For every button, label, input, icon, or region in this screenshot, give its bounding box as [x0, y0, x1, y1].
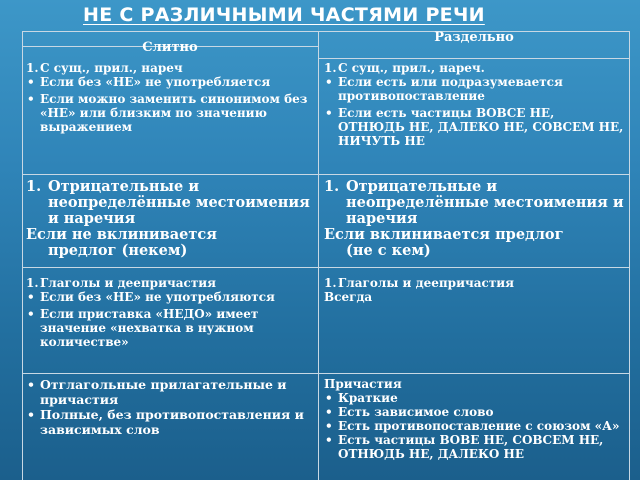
- bullet-icon: •: [27, 290, 35, 304]
- list-item-text: Если есть или подразумевается противопоставление: [338, 75, 563, 103]
- bullet-icon: •: [27, 377, 35, 392]
- list-item-text: Если без «НЕ» не употребляются: [40, 290, 275, 304]
- comparison-table: [22, 31, 630, 480]
- bullet-icon: •: [27, 75, 35, 89]
- table-column-divider: [318, 31, 319, 480]
- heading-text: Отрицательные и неопределённые местоимения и наречия: [346, 178, 624, 227]
- rule-text: Всегда: [324, 290, 373, 304]
- cell-heading: Причастия: [324, 377, 402, 391]
- list-item-text: Если можно заменить синонимом без «НЕ» или близким по значению выражением: [40, 92, 308, 134]
- list-item: [324, 75, 624, 103]
- bullet-icon: •: [325, 391, 333, 405]
- list-item-text: Краткие: [338, 391, 398, 405]
- list-item: [324, 405, 624, 419]
- rule-text: Если вклинивается предлог: [324, 226, 564, 243]
- list-item: [324, 106, 624, 148]
- rule-text: Если не вклинивается: [26, 226, 217, 243]
- list-item-text: Полные, без противопоставления и зависимых слов: [40, 407, 304, 437]
- page-title: НЕ С РАЗЛИЧНЫМИ ЧАСТЯМИ РЕЧИ: [83, 4, 485, 26]
- list-item-text: Есть противопоставление с союзом «А»: [338, 419, 620, 433]
- table-border-right: [629, 31, 630, 480]
- list-item: [26, 75, 314, 89]
- list-item: [26, 407, 314, 437]
- list-item: [26, 92, 314, 134]
- rule-example: (не с кем): [346, 242, 431, 259]
- heading-text: Глаголы и деепричастия: [40, 276, 217, 290]
- cell-pronouns-separate: [324, 179, 624, 259]
- table-row-divider: [22, 174, 630, 175]
- list-item: [324, 391, 624, 405]
- header-slitno: Слитно: [142, 40, 198, 55]
- list-item-text: Отглагольные прилагательные и причастия: [40, 377, 287, 407]
- header-razdelno: Раздельно: [434, 30, 514, 45]
- bullet-icon: •: [325, 419, 333, 433]
- cell-participles-separate: [324, 377, 624, 480]
- cell-heading: [324, 179, 624, 227]
- bullet-icon: •: [27, 407, 35, 422]
- cell-pronouns-together: [26, 179, 314, 259]
- item-number: 1.: [26, 61, 39, 75]
- list-item-text: Есть зависимое слово: [338, 405, 494, 419]
- list-item: [26, 290, 314, 304]
- table-row-divider: [22, 267, 630, 268]
- bullet-icon: •: [325, 106, 333, 120]
- heading-text: С сущ., прил., нареч.: [338, 61, 485, 75]
- bullet-icon: •: [325, 75, 333, 89]
- list-item: [324, 433, 624, 461]
- table-border-left: [22, 31, 23, 480]
- item-number: 1.: [26, 178, 42, 195]
- item-number: 1.: [324, 178, 340, 195]
- item-number: 1.: [324, 61, 337, 75]
- list-item-text: Если без «НЕ» не употребляется: [40, 75, 271, 89]
- list-item: [26, 377, 314, 407]
- cell-heading: [26, 276, 314, 290]
- heading-text: С сущ., прил., нареч: [40, 61, 183, 75]
- cell-nouns-adj-adv-together: [26, 61, 314, 134]
- bullet-icon: •: [325, 433, 333, 447]
- cell-verbs-separate: [324, 276, 624, 304]
- heading-text: Глаголы и деепричастия: [338, 276, 515, 290]
- bullet-icon: •: [27, 307, 35, 321]
- cell-heading: [26, 179, 314, 227]
- bullet-icon: •: [27, 92, 35, 106]
- cell-verbs-together: [26, 276, 314, 349]
- bullet-icon: •: [325, 405, 333, 419]
- cell-nouns-adj-adv-separate: [324, 61, 624, 148]
- cell-heading: [26, 61, 314, 75]
- cell-participles-together: [26, 377, 314, 437]
- item-number: 1.: [324, 276, 337, 290]
- rule-example: предлог (некем): [48, 242, 188, 259]
- list-item: [324, 419, 624, 433]
- list-item-text: Если есть частицы ВОВСЕ НЕ, ОТНЮДЬ НЕ, ДАЛЕКО НЕ, СОВСЕМ НЕ, НИЧУТЬ НЕ: [338, 106, 624, 148]
- list-item: [26, 307, 314, 349]
- cell-heading: [324, 276, 624, 290]
- item-number: 1.: [26, 276, 39, 290]
- heading-text: Отрицательные и неопределённые местоимения и наречия: [48, 178, 310, 227]
- cell-heading: [324, 61, 624, 75]
- list-item-text: Если приставка «НЕДО» имеет значение «нехватка в нужном количестве»: [40, 307, 259, 349]
- table-header-divider: [318, 58, 630, 59]
- list-item-text: Есть частицы ВОВЕ НЕ, СОВСЕМ НЕ, ОТНЮДЬ НЕ, ДАЛЕКО НЕ: [338, 433, 604, 461]
- table-row-divider: [22, 373, 630, 374]
